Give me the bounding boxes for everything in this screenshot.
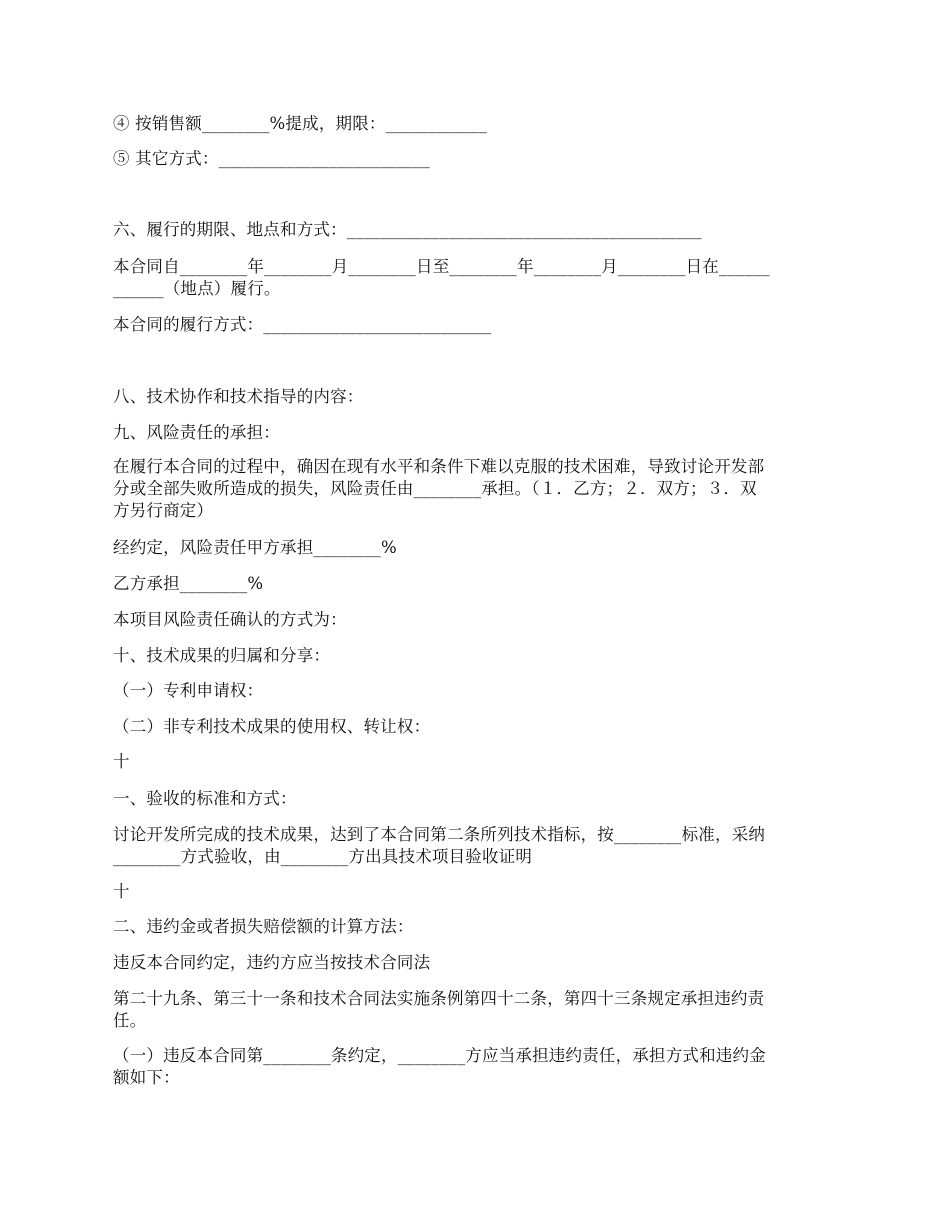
section-heading-8: 八、技术协作和技术指导的内容： bbox=[113, 387, 364, 406]
text-line: （一）违反本合同第________条约定，________方应当承担违约责任，承担方式和违约金 bbox=[113, 1046, 766, 1065]
text-line-party-b-risk: 乙方承担________% bbox=[113, 574, 264, 593]
text-line-performance-method: 本合同的履行方式：___________________________ bbox=[113, 315, 492, 334]
text-line-risk-confirmation: 本项目风险责任确认的方式为： bbox=[113, 610, 347, 629]
text-line: 本合同自________年________月________日至________年________月________日在______ bbox=[113, 257, 770, 276]
paragraph-acceptance bbox=[113, 824, 841, 868]
section-heading-11: 一、验收的标准和方式： bbox=[113, 789, 297, 808]
paragraph-risk bbox=[113, 456, 841, 522]
text-line: 额如下： bbox=[113, 1068, 180, 1087]
text-line-ten: 十 bbox=[113, 882, 130, 901]
text-line: ________方式验收，由________方出具技术项目验收证明 bbox=[113, 847, 533, 866]
section-heading-12: 二、违约金或者损失赔偿额的计算方法： bbox=[113, 917, 414, 936]
paragraph-breach-articles bbox=[113, 988, 841, 1032]
text-line-patent-right: （一）专利申请权： bbox=[113, 681, 264, 700]
text-line: 任。 bbox=[113, 1011, 147, 1030]
section-heading-9: 九、风险责任的承担： bbox=[113, 423, 280, 442]
paragraph-performance-period bbox=[113, 256, 841, 300]
text-line-breach: 违反本合同约定，违约方应当按技术合同法 bbox=[113, 953, 431, 972]
section-heading-6: 六、履行的期限、地点和方式：__________________________________________ bbox=[113, 220, 702, 239]
text-line-ten: 十 bbox=[113, 752, 130, 771]
text-line: ______（地点）履行。 bbox=[113, 279, 281, 298]
text-line-non-patent-right: （二）非专利技术成果的使用权、转让权： bbox=[113, 717, 431, 736]
text-line-other-method: ⑤ 其它方式：_________________________ bbox=[113, 149, 430, 168]
paragraph-breach-terms bbox=[113, 1045, 841, 1089]
text-line: 第二十九条、第三十一条和技术合同法实施条例第四十二条，第四十三条规定承担违约责 bbox=[113, 989, 765, 1008]
text-line: 在履行本合同的过程中，确因在现有水平和条件下难以克服的技术困难，导致讨论开发部 bbox=[113, 457, 765, 476]
text-line: 方另行商定） bbox=[113, 501, 214, 520]
text-line: 分或全部失败所造成的损失，风险责任由________承担。（１．乙方；２．双方；３．双 bbox=[113, 479, 757, 498]
text-line: 讨论开发所完成的技术成果，达到了本合同第二条所列技术指标，按________标准，采纳 bbox=[113, 825, 766, 844]
text-line-party-a-risk: 经约定，风险责任甲方承担________% bbox=[113, 538, 397, 557]
section-heading-10: 十、技术成果的归属和分享： bbox=[113, 646, 331, 665]
text-line-commission: ④ 按销售额________%提成，期限：____________ bbox=[113, 114, 488, 133]
